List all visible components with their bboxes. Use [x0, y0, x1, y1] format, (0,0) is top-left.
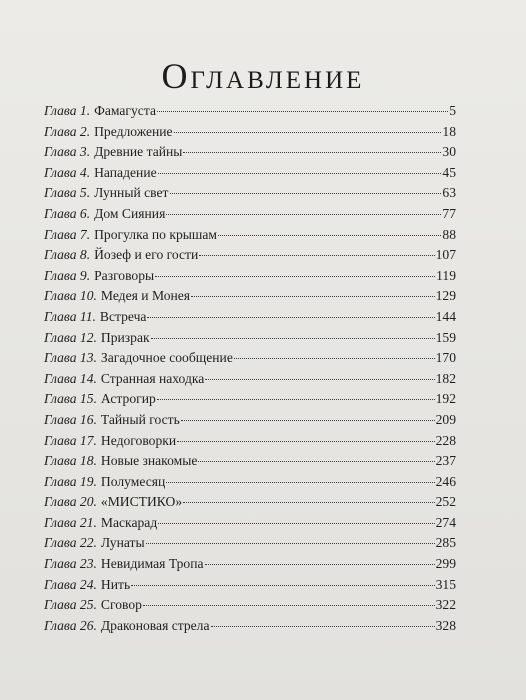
chapter-title: Сговор	[100, 597, 142, 613]
chapter-title: Разговоры	[94, 267, 155, 283]
page-number: 274	[435, 514, 456, 530]
dot-leader	[205, 564, 435, 565]
page-number: 182	[435, 370, 456, 386]
chapter-label: Глава 6.	[44, 205, 91, 221]
chapter-title: Невидимая Тропа	[100, 556, 204, 572]
dot-leader	[158, 173, 442, 174]
toc-entry	[44, 451, 456, 472]
dot-leader	[170, 193, 442, 194]
toc-entry	[44, 204, 456, 225]
page-number: 322	[435, 597, 456, 613]
page-number: 18	[442, 123, 456, 139]
chapter-title: Предложение	[94, 123, 173, 139]
page-number: 5	[449, 103, 456, 118]
chapter-label: Глава 20.	[44, 494, 97, 510]
dot-leader	[234, 358, 435, 359]
page-number: 88	[442, 226, 456, 242]
toc-entry	[44, 101, 456, 122]
chapter-label: Глава 15.	[44, 391, 97, 407]
toc-entry	[44, 554, 456, 575]
page-number: 159	[435, 329, 456, 345]
toc-entry	[44, 307, 456, 328]
toc-entry	[44, 410, 456, 431]
dot-leader	[166, 482, 434, 483]
dot-leader	[147, 317, 434, 318]
chapter-label: Глава 16.	[44, 411, 97, 427]
chapter-title: Нить	[100, 576, 131, 592]
chapter-label: Глава 4.	[44, 164, 91, 180]
toc-entry	[44, 472, 456, 493]
chapter-title: Фамагуста	[94, 103, 156, 118]
dot-leader	[181, 420, 435, 421]
chapter-label: Глава 5.	[44, 185, 91, 201]
dot-leader	[158, 523, 434, 524]
toc-entry	[44, 431, 456, 452]
chapter-title: Дом Сияния	[94, 205, 166, 221]
chapter-title: Нападение	[94, 164, 157, 180]
chapter-label: Глава 25.	[44, 597, 97, 613]
toc-entry	[44, 533, 456, 554]
dot-leader	[183, 502, 434, 503]
toc-entry	[44, 389, 456, 410]
page-number: 246	[435, 473, 456, 489]
chapter-title: Йозеф и его гости	[94, 247, 199, 263]
chapter-label: Глава 9.	[44, 267, 91, 283]
chapter-title: Странная находка	[100, 370, 205, 386]
chapter-label: Глава 23.	[44, 556, 97, 572]
dot-leader	[199, 255, 434, 256]
chapter-title: Прогулка по крышам	[94, 226, 218, 242]
toc-entry	[44, 348, 456, 369]
page-title: Оглавление	[161, 56, 365, 96]
page-number: 170	[435, 350, 456, 366]
chapter-label: Глава 3.	[44, 144, 91, 160]
page-number: 45	[442, 164, 456, 180]
chapter-title: Драконовая стрела	[100, 617, 210, 633]
page-number: 315	[435, 576, 456, 592]
page-number: 228	[435, 432, 456, 448]
dot-leader	[157, 111, 448, 112]
page-number: 107	[435, 247, 456, 263]
dot-leader	[211, 626, 435, 627]
toc-entry	[44, 266, 456, 287]
dot-leader	[143, 605, 435, 606]
chapter-label: Глава 26.	[44, 617, 97, 633]
toc-entry	[44, 225, 456, 246]
page-number: 209	[435, 411, 456, 427]
chapter-label: Глава 8.	[44, 247, 91, 263]
page-number: 299	[435, 556, 456, 572]
page-number: 192	[435, 391, 456, 407]
dot-leader	[131, 585, 434, 586]
dot-leader	[155, 276, 435, 277]
table-of-contents	[44, 101, 456, 636]
dot-leader	[218, 235, 441, 236]
chapter-label: Глава 11.	[44, 308, 96, 324]
chapter-title: «МИСТИКО»	[100, 494, 183, 510]
page-number: 129	[435, 288, 456, 304]
page-number: 252	[435, 494, 456, 510]
dot-leader	[183, 152, 441, 153]
chapter-title: Древние тайны	[94, 144, 183, 160]
chapter-title: Астрогир	[100, 391, 156, 407]
dot-leader	[205, 379, 434, 380]
page-number: 30	[442, 144, 456, 160]
page-number: 285	[435, 535, 456, 551]
chapter-title: Лунаты	[100, 535, 145, 551]
chapter-label: Глава 22.	[44, 535, 97, 551]
page-number: 144	[435, 308, 456, 324]
page-number: 328	[435, 617, 456, 633]
page-number: 77	[442, 205, 456, 221]
chapter-label: Глава 10.	[44, 288, 97, 304]
dot-leader	[146, 543, 435, 544]
toc-entry	[44, 245, 456, 266]
toc-entry	[44, 369, 456, 390]
dot-leader	[191, 296, 435, 297]
chapter-label: Глава 18.	[44, 453, 97, 469]
toc-entry	[44, 183, 456, 204]
chapter-title: Новые знакомые	[100, 453, 198, 469]
chapter-label: Глава 1.	[44, 103, 91, 118]
page-number: 63	[442, 185, 456, 201]
chapter-title: Полумесяц	[100, 473, 166, 489]
chapter-label: Глава 17.	[44, 432, 97, 448]
chapter-title: Медея и Монея	[100, 288, 191, 304]
toc-entry	[44, 616, 456, 637]
chapter-title: Лунный свет	[94, 185, 169, 201]
toc-entry	[44, 513, 456, 534]
chapter-label: Глава 2.	[44, 123, 91, 139]
chapter-label: Глава 14.	[44, 370, 97, 386]
chapter-label: Глава 12.	[44, 329, 97, 345]
page-number: 237	[435, 453, 456, 469]
toc-entry	[44, 163, 456, 184]
dot-leader	[177, 441, 434, 442]
chapter-title: Встреча	[99, 308, 147, 324]
chapter-label: Глава 19.	[44, 473, 97, 489]
chapter-title: Призрак	[100, 329, 150, 345]
chapter-title: Недоговорки	[100, 432, 177, 448]
toc-entry	[44, 122, 456, 143]
toc-entry	[44, 286, 456, 307]
chapter-label: Глава 24.	[44, 576, 97, 592]
toc-entry	[44, 142, 456, 163]
toc-entry	[44, 595, 456, 616]
chapter-title: Маскарад	[100, 514, 158, 530]
toc-entry	[44, 328, 456, 349]
dot-leader	[157, 399, 435, 400]
toc-entry	[44, 492, 456, 513]
dot-leader	[174, 132, 442, 133]
toc-entry	[44, 575, 456, 596]
chapter-label: Глава 13.	[44, 350, 97, 366]
chapter-title: Загадочное сообщение	[100, 350, 233, 366]
chapter-title: Тайный гость	[100, 411, 180, 427]
dot-leader	[198, 461, 434, 462]
page-number: 119	[436, 267, 456, 283]
chapter-label: Глава 21.	[44, 514, 97, 530]
dot-leader	[151, 338, 435, 339]
chapter-label: Глава 7.	[44, 226, 91, 242]
dot-leader	[166, 214, 441, 215]
